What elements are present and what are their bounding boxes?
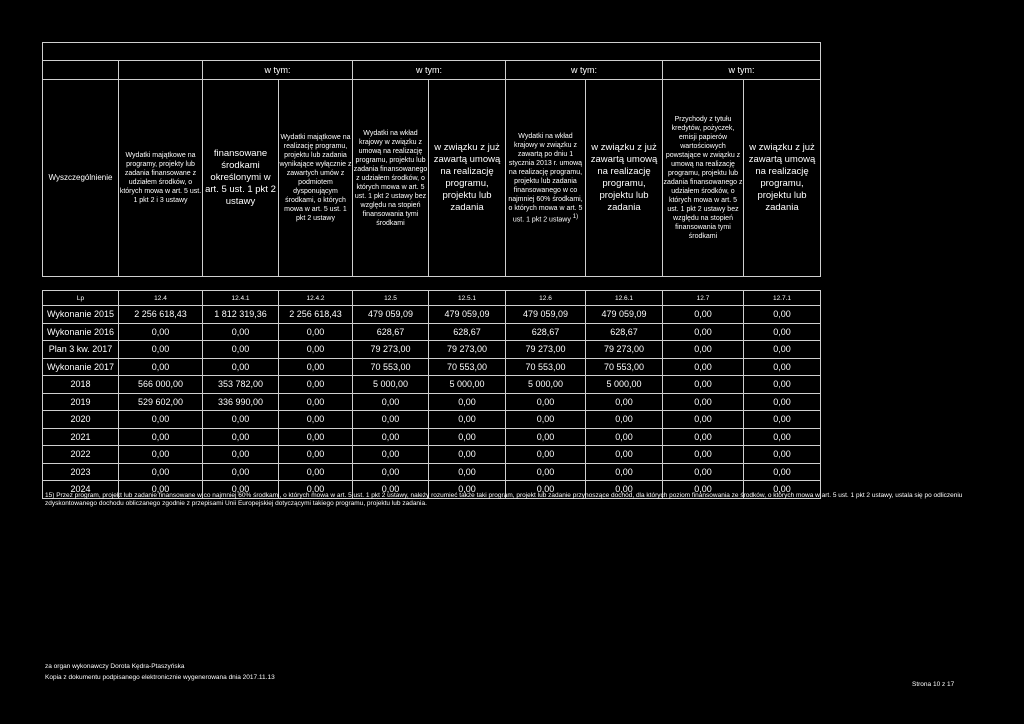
- value-cell: 0,00: [203, 323, 279, 341]
- row-label: 2021: [43, 428, 119, 446]
- value-cell: 0,00: [586, 481, 663, 499]
- row-label: 2022: [43, 446, 119, 464]
- page-number: Strona 10 z 17: [912, 681, 955, 688]
- value-cell: 2 256 618,43: [119, 306, 203, 324]
- value-cell: 0,00: [279, 341, 353, 359]
- value-cell: 0,00: [203, 481, 279, 499]
- row-label: Plan 3 kw. 2017: [43, 341, 119, 359]
- header-cell: w związku z już zawartą umową na realizację programu, projektu lub zadania: [744, 80, 821, 277]
- value-cell: 479 059,09: [586, 306, 663, 324]
- value-cell: 0,00: [429, 481, 506, 499]
- value-cell: 0,00: [279, 446, 353, 464]
- value-cell: 0,00: [663, 411, 744, 429]
- table-row: [43, 463, 821, 481]
- value-cell: 0,00: [353, 393, 429, 411]
- table-row: [43, 446, 821, 464]
- value-cell: 0,00: [663, 428, 744, 446]
- lp-cell: 12.5.1: [429, 291, 506, 306]
- value-cell: 0,00: [279, 393, 353, 411]
- value-cell: 0,00: [119, 463, 203, 481]
- header-cell: [506, 80, 586, 277]
- value-cell: 79 273,00: [506, 341, 586, 359]
- value-cell: 0,00: [663, 463, 744, 481]
- value-cell: 5 000,00: [586, 376, 663, 394]
- footnote-mark: 1): [572, 213, 579, 220]
- value-cell: 628,67: [353, 323, 429, 341]
- header-cell: Wyszczególnienie: [43, 80, 119, 277]
- table-row: [43, 428, 821, 446]
- spacer-row: [43, 277, 821, 291]
- value-cell: 0,00: [353, 481, 429, 499]
- lp-cell: 12.6.1: [586, 291, 663, 306]
- value-cell: 0,00: [429, 463, 506, 481]
- row-label: 2024: [43, 481, 119, 499]
- value-cell: 0,00: [663, 323, 744, 341]
- lp-cell: 12.4.2: [279, 291, 353, 306]
- header-cell: Wydatki majątkowe na programy, projekty lub zadania finansowane z udziałem środków, o których mowa w art. 5 ust. 1 pkt 2 i 3 ustawy: [119, 80, 203, 277]
- value-cell: 628,67: [586, 323, 663, 341]
- lp-cell: 12.7.1: [744, 291, 821, 306]
- value-cell: 0,00: [506, 428, 586, 446]
- value-cell: 0,00: [203, 463, 279, 481]
- value-cell: 0,00: [744, 446, 821, 464]
- lp-cell: 12.6: [506, 291, 586, 306]
- value-cell: 0,00: [279, 323, 353, 341]
- row-label: 2023: [43, 463, 119, 481]
- value-cell: 0,00: [203, 428, 279, 446]
- value-cell: 0,00: [586, 463, 663, 481]
- value-cell: 79 273,00: [586, 341, 663, 359]
- header-cell: Wydatki na wkład krajowy w związku z umową na realizację programu, projektu lub zadania finansowanego z udziałem środków, o których mowa w art. 5 ust. 1 pkt 2 ustawy bez względu na stopień finansowania tymi środkami: [353, 80, 429, 277]
- lp-row: [43, 291, 821, 306]
- value-cell: 628,67: [506, 323, 586, 341]
- value-cell: 0,00: [744, 428, 821, 446]
- w-tym-label: w tym:: [663, 61, 821, 80]
- table-row: [43, 341, 821, 359]
- row-label: Wykonanie 2015: [43, 306, 119, 324]
- value-cell: 0,00: [119, 323, 203, 341]
- value-cell: 479 059,09: [353, 306, 429, 324]
- value-cell: 0,00: [586, 393, 663, 411]
- financial-table: [42, 60, 821, 499]
- value-cell: 566 000,00: [119, 376, 203, 394]
- header-text: Wydatki na wkład krajowy w związku z zawartą po dniu 1 stycznia 2013 r. umową na realizację programu, projektu lub zadania finansowanego w co najmniej 60% środkami, o których mowa w art. 5 ust. 1 pkt 2 ustawy: [508, 132, 583, 224]
- value-cell: 0,00: [279, 411, 353, 429]
- value-cell: 79 273,00: [353, 341, 429, 359]
- value-cell: 0,00: [586, 428, 663, 446]
- footnote: 15) Przez program, projekt lub zadanie finansowane w co najmniej 60% środkami, o których mowa w art. 5 ust. 1 pkt 2 ustawy, należy rozumieć także taki program, projekt lub zadanie przynoszące dochód, dla których poziom finansowania ze środków, o których mowa w art. 5 ust. 1 pkt 2 ustawy, ustala się po odliczeniu zdyskontowanego dochodu obliczanego zgodnie z przepisami Unii Europejskiej dotyczącymi takiego programu, projektu lub zadania.: [45, 492, 963, 507]
- w-tym-blank: [119, 61, 203, 80]
- lp-cell: 12.4.1: [203, 291, 279, 306]
- value-cell: 79 273,00: [429, 341, 506, 359]
- row-label: Wykonanie 2017: [43, 358, 119, 376]
- value-cell: 0,00: [353, 446, 429, 464]
- header-cell: w związku z już zawartą umową na realizację programu, projektu lub zadania: [429, 80, 506, 277]
- value-cell: 0,00: [744, 358, 821, 376]
- row-label: 2018: [43, 376, 119, 394]
- value-cell: 0,00: [119, 411, 203, 429]
- value-cell: 0,00: [663, 481, 744, 499]
- table-row: [43, 306, 821, 324]
- value-cell: 5 000,00: [353, 376, 429, 394]
- value-cell: 628,67: [429, 323, 506, 341]
- value-cell: 0,00: [663, 393, 744, 411]
- value-cell: 0,00: [279, 463, 353, 481]
- value-cell: 0,00: [119, 428, 203, 446]
- value-cell: 0,00: [429, 428, 506, 446]
- value-cell: 0,00: [744, 323, 821, 341]
- value-cell: 70 553,00: [586, 358, 663, 376]
- value-cell: 0,00: [119, 358, 203, 376]
- value-cell: 0,00: [744, 393, 821, 411]
- header-cell: finansowane środkami określonymi w art. 5 ust. 1 pkt 2 ustawy: [203, 80, 279, 277]
- value-cell: 0,00: [586, 446, 663, 464]
- table-row: [43, 411, 821, 429]
- header-row: [43, 80, 821, 277]
- value-cell: 0,00: [279, 358, 353, 376]
- value-cell: 0,00: [663, 341, 744, 359]
- value-cell: 0,00: [203, 341, 279, 359]
- row-label: 2020: [43, 411, 119, 429]
- copy-notice: Kopia z dokumentu podpisanego elektronicznie wygenerowana dnia 2017.11.13: [45, 674, 275, 681]
- table-row: [43, 376, 821, 394]
- table-row: [43, 358, 821, 376]
- w-tym-label: w tym:: [506, 61, 663, 80]
- lp-cell: Lp: [43, 291, 119, 306]
- value-cell: 0,00: [353, 463, 429, 481]
- table-row: [43, 393, 821, 411]
- value-cell: 70 553,00: [429, 358, 506, 376]
- value-cell: 70 553,00: [353, 358, 429, 376]
- value-cell: 0,00: [203, 358, 279, 376]
- table-top-frame: [42, 42, 821, 61]
- value-cell: 0,00: [663, 358, 744, 376]
- value-cell: 0,00: [429, 446, 506, 464]
- value-cell: 0,00: [279, 376, 353, 394]
- lp-cell: 12.7: [663, 291, 744, 306]
- lp-cell: 12.4: [119, 291, 203, 306]
- header-cell: Przychody z tytułu kredytów, pożyczek, emisji papierów wartościowych powstające w związku z umową na realizację programu, projektu lub zadania finansowanego z udziałem środków, o których mowa w art. 5 ust. 1 pkt 2 ustawy bez względu na stopień finansowania tymi środkami: [663, 80, 744, 277]
- value-cell: 1 812 319,36: [203, 306, 279, 324]
- value-cell: 0,00: [744, 306, 821, 324]
- value-cell: 0,00: [663, 306, 744, 324]
- value-cell: 0,00: [744, 481, 821, 499]
- signatory-line: za organ wykonawczy Dorota Kędra-Ptaszyńska: [45, 663, 185, 670]
- w-tym-label: w tym:: [353, 61, 506, 80]
- header-cell: Wydatki majątkowe na realizację programu, projektu lub zadania wynikające wyłącznie z zawartych umów z podmiotem dysponującym środkami, o których mowa w art. 5 ust. 1 pkt 2 ustawy: [279, 80, 353, 277]
- value-cell: 0,00: [744, 376, 821, 394]
- value-cell: 0,00: [119, 481, 203, 499]
- value-cell: 0,00: [506, 393, 586, 411]
- value-cell: 2 256 618,43: [279, 306, 353, 324]
- value-cell: 0,00: [119, 446, 203, 464]
- w-tym-row: [43, 61, 821, 80]
- value-cell: 0,00: [353, 428, 429, 446]
- value-cell: 5 000,00: [429, 376, 506, 394]
- row-label: Wykonanie 2016: [43, 323, 119, 341]
- value-cell: 0,00: [744, 411, 821, 429]
- w-tym-label: w tym:: [203, 61, 353, 80]
- value-cell: 0,00: [506, 481, 586, 499]
- value-cell: 0,00: [203, 411, 279, 429]
- value-cell: 0,00: [506, 463, 586, 481]
- value-cell: 529 602,00: [119, 393, 203, 411]
- value-cell: 70 553,00: [506, 358, 586, 376]
- table-row: [43, 323, 821, 341]
- value-cell: 0,00: [506, 446, 586, 464]
- value-cell: 479 059,09: [506, 306, 586, 324]
- header-cell: w związku z już zawartą umową na realizację programu, projektu lub zadania: [586, 80, 663, 277]
- value-cell: 0,00: [586, 411, 663, 429]
- value-cell: 0,00: [119, 341, 203, 359]
- value-cell: 0,00: [744, 463, 821, 481]
- value-cell: 5 000,00: [506, 376, 586, 394]
- value-cell: 0,00: [506, 411, 586, 429]
- value-cell: 336 990,00: [203, 393, 279, 411]
- value-cell: 0,00: [353, 411, 429, 429]
- value-cell: 0,00: [429, 393, 506, 411]
- value-cell: 0,00: [744, 341, 821, 359]
- value-cell: 479 059,09: [429, 306, 506, 324]
- value-cell: 0,00: [279, 481, 353, 499]
- value-cell: 0,00: [663, 376, 744, 394]
- value-cell: 353 782,00: [203, 376, 279, 394]
- w-tym-blank: [43, 61, 119, 80]
- value-cell: 0,00: [663, 446, 744, 464]
- value-cell: 0,00: [429, 411, 506, 429]
- value-cell: 0,00: [279, 428, 353, 446]
- row-label: 2019: [43, 393, 119, 411]
- value-cell: 0,00: [203, 446, 279, 464]
- lp-cell: 12.5: [353, 291, 429, 306]
